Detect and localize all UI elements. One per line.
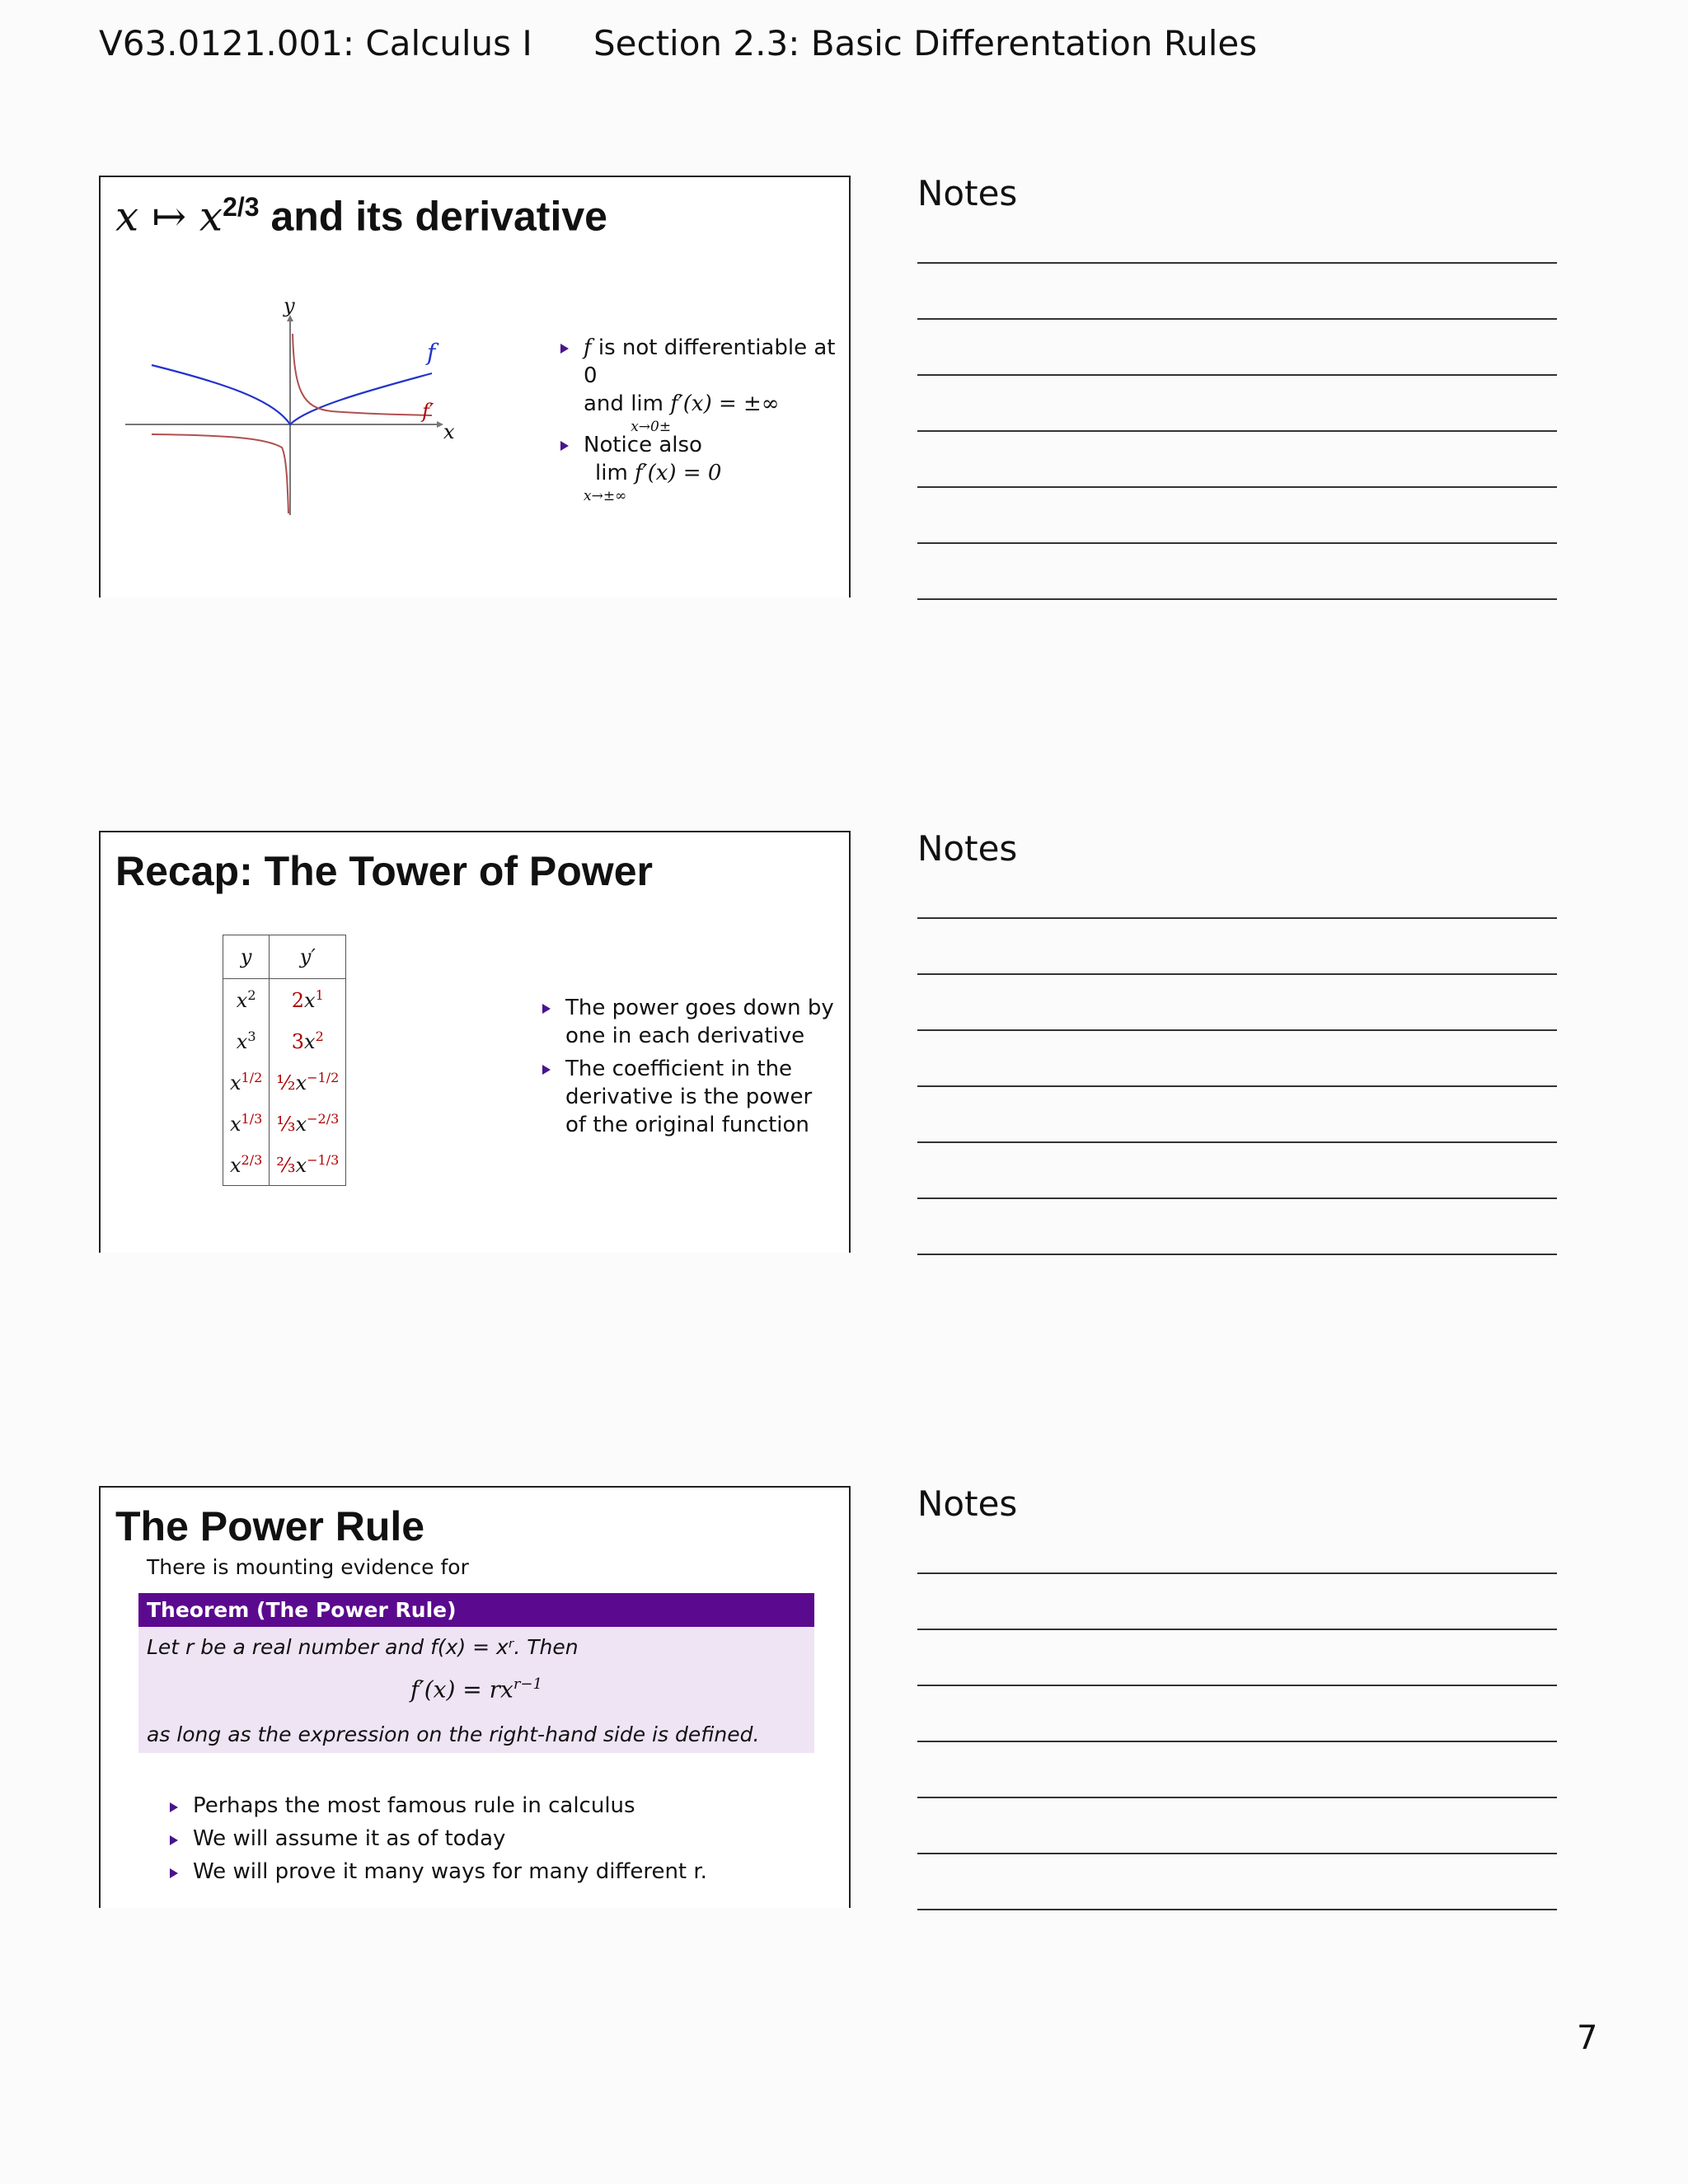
theorem-condition: as long as the expression on the right-hand side is defined.	[147, 1722, 760, 1747]
limit-expression	[584, 459, 628, 504]
note-line[interactable]	[917, 1685, 1557, 1686]
limit-expression	[631, 390, 672, 435]
bullet-marker-icon	[542, 1004, 551, 1014]
bullet-text: Notice also	[584, 433, 702, 457]
slide-derivative-graph	[99, 176, 851, 598]
cell-yprime	[270, 1062, 346, 1103]
note-line[interactable]	[917, 374, 1557, 376]
list-item	[170, 1858, 829, 1885]
note-line[interactable]	[917, 917, 1557, 919]
list-item	[170, 1793, 829, 1819]
exponent: 2	[315, 1029, 324, 1044]
slide2-bullets	[542, 994, 839, 1144]
intro-text: There is mounting evidence for	[147, 1555, 469, 1579]
coefficient: ⅓	[276, 1113, 296, 1136]
f-label: f	[427, 339, 436, 366]
limit-value: f′(x) = ±∞	[663, 391, 780, 416]
cell-yprime	[270, 979, 346, 1021]
slide-title: The Power Rule	[115, 1503, 425, 1549]
base: x	[230, 1071, 241, 1094]
list-item	[542, 994, 839, 1050]
cell-y	[223, 1020, 270, 1062]
limit-value: f′(x) = 0	[627, 461, 722, 485]
fprime-curve-right	[293, 334, 432, 415]
slide-power-rule	[99, 1486, 851, 1908]
derivative-table	[223, 935, 346, 1186]
note-line[interactable]	[917, 1029, 1557, 1031]
theorem-body	[138, 1627, 814, 1753]
page-number: 7	[1577, 2019, 1598, 2057]
note-line[interactable]	[917, 1085, 1557, 1087]
exponent: −1/3	[307, 1152, 340, 1168]
bullet-text: and	[584, 391, 631, 416]
exponent: 2	[247, 987, 256, 1003]
column-header-yprime: y′	[270, 935, 346, 979]
table-row	[223, 1062, 346, 1103]
exponent: 1/2	[241, 1070, 263, 1085]
note-line[interactable]	[917, 262, 1557, 264]
cell-yprime	[270, 1144, 346, 1186]
bullet-marker-icon	[560, 344, 569, 354]
base: x	[236, 989, 248, 1012]
slide3-bullets	[170, 1793, 829, 1891]
base: x	[304, 1030, 316, 1053]
cell-yprime	[270, 1020, 346, 1062]
bullet-text: Perhaps the most famous rule in calculus	[193, 1793, 635, 1818]
coefficient: 2	[291, 989, 305, 1012]
lim-subscript: x→±∞	[584, 488, 627, 504]
title-exponent: 2/3	[223, 192, 260, 222]
note-line[interactable]	[917, 430, 1557, 432]
notes-label: Notes	[917, 828, 1018, 869]
x-axis-arrow	[437, 421, 443, 428]
y-axis-label: y	[284, 301, 295, 317]
bullet-text: We will prove it many ways for many different r.	[193, 1859, 707, 1884]
note-line[interactable]	[917, 1254, 1557, 1255]
note-line[interactable]	[917, 1141, 1557, 1143]
table-row	[223, 1020, 346, 1062]
function-graph	[125, 301, 587, 565]
coefficient: ½	[276, 1071, 296, 1094]
base: x	[295, 1071, 307, 1094]
bullet-text: The coefficient in the derivative is the power of the original function	[565, 1057, 813, 1137]
formula-text: f′(x) = rx	[410, 1675, 513, 1704]
exponent: −1/2	[307, 1070, 340, 1085]
bullet-text: The power goes down by one in each derivative	[565, 996, 834, 1048]
note-line[interactable]	[917, 318, 1557, 320]
formula-exponent: r−1	[513, 1675, 542, 1693]
note-line[interactable]	[917, 486, 1557, 488]
course-header: V63.0121.001: Calculus I	[99, 23, 532, 63]
base: x	[230, 1113, 241, 1136]
title-math: x ↦ x	[115, 192, 223, 241]
note-line[interactable]	[917, 542, 1557, 544]
exponent: 3	[247, 1029, 256, 1044]
note-line[interactable]	[917, 1197, 1557, 1199]
exponent: −2/3	[307, 1111, 340, 1127]
exponent: 1	[315, 987, 324, 1003]
bullet-marker-icon	[170, 1835, 178, 1845]
coefficient: ⅔	[276, 1154, 296, 1177]
table-row	[223, 1144, 346, 1186]
x-axis-label: x	[443, 420, 455, 443]
note-line[interactable]	[917, 1741, 1557, 1742]
bullet-text: We will assume it as of today	[193, 1826, 506, 1851]
table-header-row	[223, 935, 346, 979]
base: x	[295, 1113, 307, 1136]
note-line[interactable]	[917, 1629, 1557, 1630]
theorem-box	[138, 1593, 814, 1753]
slide-title: Recap: The Tower of Power	[115, 848, 653, 894]
column-header-y: y	[223, 935, 270, 979]
bullet-marker-icon	[170, 1802, 178, 1812]
theorem-formula	[147, 1675, 806, 1703]
base: x	[295, 1154, 307, 1177]
title-text: and its derivative	[259, 193, 607, 240]
notes-area-3	[917, 1483, 1557, 1524]
exponent: 2/3	[241, 1152, 263, 1168]
base: x	[236, 1030, 248, 1053]
lim-subscript: x→0±	[631, 419, 672, 435]
note-line[interactable]	[917, 1853, 1557, 1854]
cell-yprime	[270, 1103, 346, 1144]
bullet-notice-also	[560, 431, 841, 504]
f-curve	[152, 365, 432, 424]
base: x	[304, 989, 316, 1012]
note-line[interactable]	[917, 1572, 1557, 1574]
note-line[interactable]	[917, 598, 1557, 600]
exponent: 1/3	[241, 1111, 263, 1127]
list-item	[542, 1055, 839, 1139]
slide-tower-of-power	[99, 831, 851, 1253]
notes-label: Notes	[917, 1483, 1018, 1524]
lim-word: lim	[631, 391, 663, 416]
base: x	[230, 1154, 241, 1177]
cell-y	[223, 979, 270, 1021]
slide-title	[115, 192, 607, 241]
table-row	[223, 979, 346, 1021]
list-item	[170, 1825, 829, 1852]
note-line[interactable]	[917, 973, 1557, 975]
theorem-heading: Theorem (The Power Rule)	[138, 1593, 814, 1627]
fprime-curve-left	[152, 434, 288, 513]
table-row	[223, 1103, 346, 1144]
slide1-bullets	[560, 334, 841, 504]
bullet-text: f	[584, 335, 592, 360]
section-header: Section 2.3: Basic Differentation Rules	[593, 23, 1258, 63]
bullet-marker-icon	[560, 441, 569, 451]
cell-y	[223, 1144, 270, 1186]
theorem-statement: Let r be a real number and f(x) = xʳ. Then	[147, 1635, 579, 1659]
bullet-not-differentiable	[560, 334, 841, 435]
cell-y	[223, 1103, 270, 1144]
notes-label: Notes	[917, 173, 1018, 213]
cell-y	[223, 1062, 270, 1103]
notes-area-1	[917, 173, 1557, 213]
note-line[interactable]	[917, 1909, 1557, 1910]
coefficient: 3	[291, 1030, 305, 1053]
notes-area-2	[917, 828, 1557, 869]
lim-word: lim	[595, 461, 628, 485]
bullet-text: is not differentiable at 0	[584, 335, 836, 388]
bullet-marker-icon	[542, 1065, 551, 1075]
bullet-marker-icon	[170, 1868, 178, 1878]
fprime-label: f′	[422, 400, 434, 423]
note-line[interactable]	[917, 1797, 1557, 1798]
